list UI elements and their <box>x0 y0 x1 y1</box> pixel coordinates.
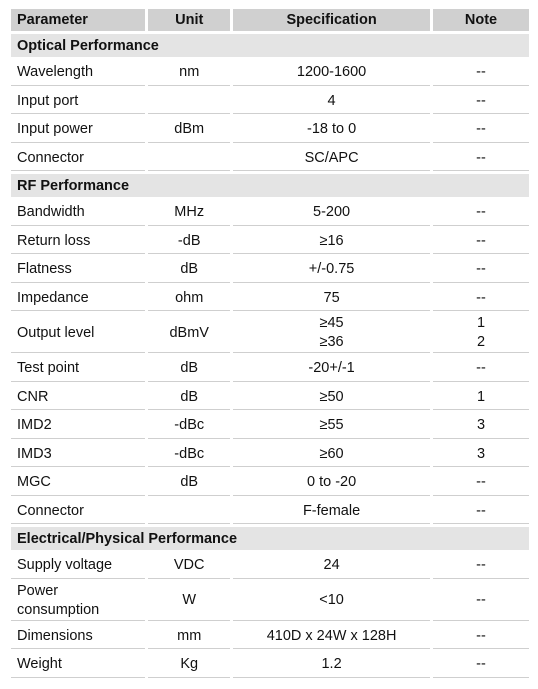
note-cell: -- <box>433 200 529 226</box>
parameter-cell: Bandwidth <box>11 200 145 226</box>
parameter-cell <box>11 582 145 621</box>
spec-cell: ≥60 <box>233 442 430 468</box>
table-row <box>11 553 529 579</box>
parameter-cell: Connector <box>11 499 145 525</box>
section-row-optical <box>11 34 529 57</box>
note-cell: -- <box>433 356 529 382</box>
section-title-rf: RF Performance <box>11 174 529 197</box>
parameter-cell: Test point <box>11 356 145 382</box>
table-row <box>11 146 529 172</box>
spec-cell: ≥55 <box>233 413 430 439</box>
note-cell: -- <box>433 229 529 255</box>
table-row <box>11 442 529 468</box>
parameter-cell: Supply voltage <box>11 553 145 579</box>
table-row <box>11 470 529 496</box>
note-cell: -- <box>433 89 529 115</box>
spec-cell: ≥50 <box>233 385 430 411</box>
note-line: 2 <box>476 334 486 350</box>
table-row <box>11 582 529 621</box>
table-row <box>11 257 529 283</box>
header-specification: Specification <box>233 9 430 31</box>
table-row <box>11 314 529 353</box>
parameter-cell: Dimensions <box>11 624 145 650</box>
note-cell: -- <box>433 624 529 650</box>
unit-cell: dB <box>148 356 230 382</box>
parameter-line: consumption <box>17 601 100 618</box>
unit-cell: -dB <box>148 229 230 255</box>
unit-cell <box>148 146 230 172</box>
spec-cell: 5-200 <box>233 200 430 226</box>
unit-cell: mm <box>148 624 230 650</box>
parameter-cell: IMD2 <box>11 413 145 439</box>
table-row <box>11 652 529 678</box>
table-row <box>11 117 529 143</box>
table-row <box>11 356 529 382</box>
unit-cell: VDC <box>148 553 230 579</box>
unit-cell: Kg <box>148 652 230 678</box>
table-row <box>11 499 529 525</box>
table-row <box>11 89 529 115</box>
note-cell: -- <box>433 146 529 172</box>
unit-cell: dB <box>148 385 230 411</box>
parameter-cell: Input port <box>11 89 145 115</box>
spec-cell: 1.2 <box>233 652 430 678</box>
spec-cell <box>233 314 430 353</box>
specification-table <box>8 6 532 681</box>
parameter-cell: Weight <box>11 652 145 678</box>
header-unit: Unit <box>148 9 230 31</box>
parameter-cell: Connector <box>11 146 145 172</box>
note-cell <box>433 314 529 353</box>
spec-cell: ≥16 <box>233 229 430 255</box>
spec-cell: -20+/-1 <box>233 356 430 382</box>
parameter-line: Power <box>17 582 59 599</box>
table-row <box>11 624 529 650</box>
section-row-rf <box>11 174 529 197</box>
section-row-electrical <box>11 527 529 550</box>
table-row <box>11 385 529 411</box>
note-cell: -- <box>433 257 529 283</box>
note-cell: -- <box>433 652 529 678</box>
note-cell: -- <box>433 499 529 525</box>
parameter-cell: MGC <box>11 470 145 496</box>
spec-cell: 410D x 24W x 128H <box>233 624 430 650</box>
spec-cell: 0 to -20 <box>233 470 430 496</box>
unit-cell: dBm <box>148 117 230 143</box>
table-row <box>11 200 529 226</box>
header-parameter: Parameter <box>11 9 145 31</box>
table-row <box>11 413 529 439</box>
table-row <box>11 60 529 86</box>
parameter-cell: IMD3 <box>11 442 145 468</box>
section-title-optical: Optical Performance <box>11 34 529 57</box>
unit-cell: dBmV <box>148 314 230 353</box>
note-cell: 3 <box>433 413 529 439</box>
unit-cell <box>148 499 230 525</box>
note-line: 1 <box>476 315 486 331</box>
note-cell: -- <box>433 582 529 621</box>
unit-cell: -dBc <box>148 442 230 468</box>
spec-cell: 4 <box>233 89 430 115</box>
unit-cell: ohm <box>148 286 230 312</box>
unit-cell: -dBc <box>148 413 230 439</box>
note-cell: -- <box>433 553 529 579</box>
spec-cell: 24 <box>233 553 430 579</box>
note-cell: 3 <box>433 442 529 468</box>
unit-cell: dB <box>148 257 230 283</box>
spec-cell: 75 <box>233 286 430 312</box>
spec-cell: -18 to 0 <box>233 117 430 143</box>
unit-cell: W <box>148 582 230 621</box>
note-cell: -- <box>433 286 529 312</box>
note-cell: -- <box>433 117 529 143</box>
note-cell: 1 <box>433 385 529 411</box>
header-row <box>11 9 529 31</box>
note-cell: -- <box>433 470 529 496</box>
parameter-cell: Wavelength <box>11 60 145 86</box>
parameter-cell: Flatness <box>11 257 145 283</box>
unit-cell: MHz <box>148 200 230 226</box>
spec-line: ≥36 <box>319 334 344 350</box>
parameter-cell: Return loss <box>11 229 145 255</box>
spec-line: ≥45 <box>319 315 344 331</box>
unit-cell: dB <box>148 470 230 496</box>
spec-cell: <10 <box>233 582 430 621</box>
parameter-cell: Impedance <box>11 286 145 312</box>
spec-cell: F-female <box>233 499 430 525</box>
parameter-cell: Input power <box>11 117 145 143</box>
spec-cell: SC/APC <box>233 146 430 172</box>
header-note: Note <box>433 9 529 31</box>
unit-cell <box>148 89 230 115</box>
section-title-electrical: Electrical/Physical Performance <box>11 527 529 550</box>
parameter-cell: CNR <box>11 385 145 411</box>
parameter-cell: Output level <box>11 314 145 353</box>
table-row <box>11 286 529 312</box>
unit-cell: nm <box>148 60 230 86</box>
spec-cell: 1200-1600 <box>233 60 430 86</box>
table-row <box>11 229 529 255</box>
note-cell: -- <box>433 60 529 86</box>
spec-cell: +/-0.75 <box>233 257 430 283</box>
